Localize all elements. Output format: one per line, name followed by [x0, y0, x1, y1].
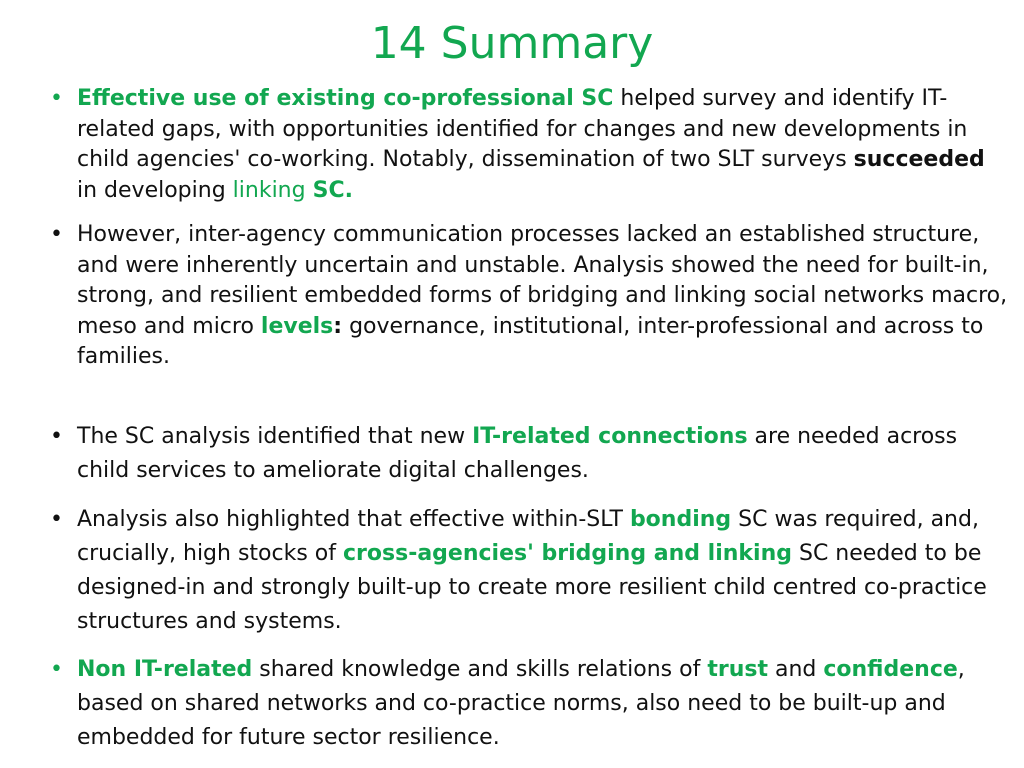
highlight-word: linking [232, 177, 306, 203]
highlight-word: SC. [312, 177, 353, 203]
highlight-phrase: Non IT-related [77, 657, 253, 682]
text-span: : [333, 313, 343, 339]
bullet-text [77, 84, 1010, 206]
highlight-word: confidence [823, 657, 958, 682]
text-span: shared knowledge and skills relations of [252, 657, 708, 682]
bullet-text [77, 420, 1010, 488]
highlight-word: bonding [629, 507, 732, 532]
text-span: SC needed to be designed-in and strongly built-up to create more resilient child centred co-practice structures and systems. [77, 541, 987, 634]
text-span: and [767, 657, 824, 682]
bullet-2 [50, 220, 1010, 373]
bullet-3 [50, 420, 1010, 488]
text-span: , based on shared networks and co-practice norms, also need to be built-up and embedded for future sector resilience. [77, 657, 965, 750]
text-span: SC was required, and, crucially, high stocks of [77, 507, 979, 566]
bullet-text [77, 503, 1010, 639]
text-span: governance, institutional, inter-professional and across to families. [77, 313, 984, 369]
text-span: The SC analysis identified that new [77, 424, 473, 449]
text-span [306, 178, 313, 203]
text-span: Analysis also highlighted that effective within-SLT [77, 507, 630, 532]
highlight-word: trust [707, 657, 768, 682]
highlight-word: levels [260, 313, 334, 339]
text-span: in developing [77, 177, 233, 203]
highlight-phrase: IT-related connections [472, 424, 748, 449]
bullet-5 [50, 653, 1010, 755]
bullet-dot: • [50, 86, 63, 111]
bullet-text [77, 653, 1010, 755]
bullet-dot: • [50, 424, 63, 449]
bullet-dot: • [50, 507, 63, 532]
highlight-phrase: cross-agencies' bridging and linking [343, 541, 792, 566]
bullet-dot: • [50, 657, 63, 682]
text-span: However, inter-agency communication processes lacked an established structure, and were inherently uncertain and unstable. Analysis showed the need for built-in, strong, and resilient embedded forms of bridging and linking social networks macro, meso and micro [77, 222, 1008, 339]
bullet-dot: • [50, 222, 63, 247]
highlight-phrase: Effective use of existing co-professional SC [77, 86, 614, 111]
bullet-text [77, 220, 1010, 373]
bold-phrase: succeeded [853, 147, 985, 172]
bullet-1 [50, 84, 1010, 206]
text-span: are needed across child services to ameliorate digital challenges. [77, 424, 958, 483]
text-span: helped survey and identify IT-related gaps, with opportunities identified for changes and new developments in child agencies' co-working. Notably, dissemination of two SLT surveys [77, 86, 968, 172]
slide-title: 14 Summary [370, 18, 654, 69]
bullet-4 [50, 503, 1010, 639]
